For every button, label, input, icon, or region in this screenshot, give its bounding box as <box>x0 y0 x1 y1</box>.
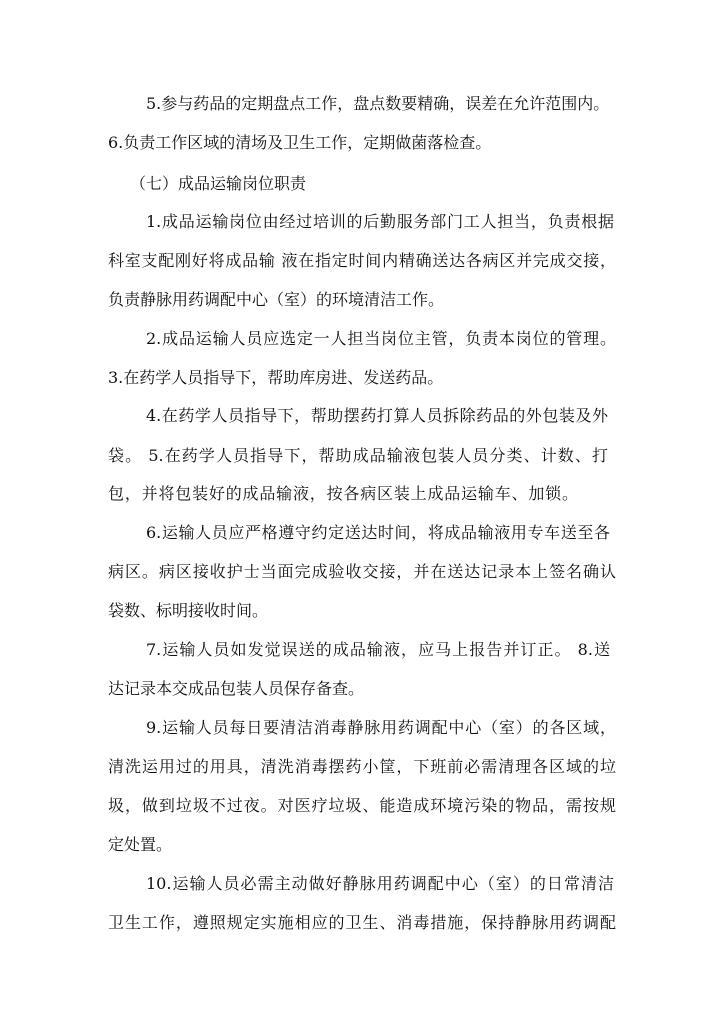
text-line: 袋数、标明接收时间。 <box>108 601 269 620</box>
text-line: 负责静脉用药调配中心（室）的环境清洁工作。 <box>108 290 445 309</box>
text-line: 10.运输人员必需主动做好静脉用药调配中心（室）的日常清洁 <box>146 874 614 893</box>
text-line-item-5-inventory: 5.参与药品的定期盘点工作，盘点数要精确，误差在允许范围内。 <box>146 94 610 113</box>
text-line: 清洗运用过的用具，清洗消毒摆药小筐，下班前必需清理各区域的垃 <box>108 757 616 776</box>
text-line: 2.成品运输人员应选定一人担当岗位主管，负责本岗位的管理。 <box>146 329 616 348</box>
text-line: 6.运输人员应严格遵守约定送达时间，将成品输液用专车送至各 <box>146 523 610 542</box>
text-line: 达记录本交成品包装人员保存备查。 <box>108 679 365 698</box>
text-line: 病区。病区接收护士当面完成验收交接，并在送达记录本上签名确认 <box>108 562 616 581</box>
text-line: 9.运输人员每日要清洁消毒静脉用药调配中心（室）的各区域， <box>146 718 616 737</box>
text-line: 7.运输人员如发觉误送的成品输液，应马上报告并订正。 8.送 <box>146 640 610 659</box>
text-line: 包，并将包装好的成品输液，按各病区装上成品运输车、加锁。 <box>108 484 578 503</box>
text-line-item-6-cleaning: 6.负责工作区域的清场及卫生工作，定期做菌落检查。 <box>108 133 492 152</box>
text-line: 科室支配刚好将成品输 液在指定时间内精确送达各病区并完成交接， <box>108 251 616 270</box>
text-line: 卫生工作，遵照规定实施相应的卫生、消毒措施，保持静脉用药调配 <box>108 913 616 932</box>
text-line: 定处置。 <box>108 835 173 854</box>
text-line: 3.在药学人员指导下，帮助库房进、发送药品。 <box>108 368 444 387</box>
text-line: 1.成品运输岗位由经过培训的后勤服务部门工人担当，负责根据 <box>146 212 614 231</box>
text-line: 袋。 5.在药学人员指导下，帮助成品输液包装人员分类、计数、打 <box>108 446 608 465</box>
text-line: 4.在药学人员指导下，帮助摆药打算人员拆除药品的外包装及外 <box>146 406 608 425</box>
section-heading: （七）成品运输岗位职责 <box>130 174 307 193</box>
text-line: 圾，做到垃圾不过夜。对医疗垃圾、能造成环境污染的物品，需按规 <box>108 796 616 815</box>
